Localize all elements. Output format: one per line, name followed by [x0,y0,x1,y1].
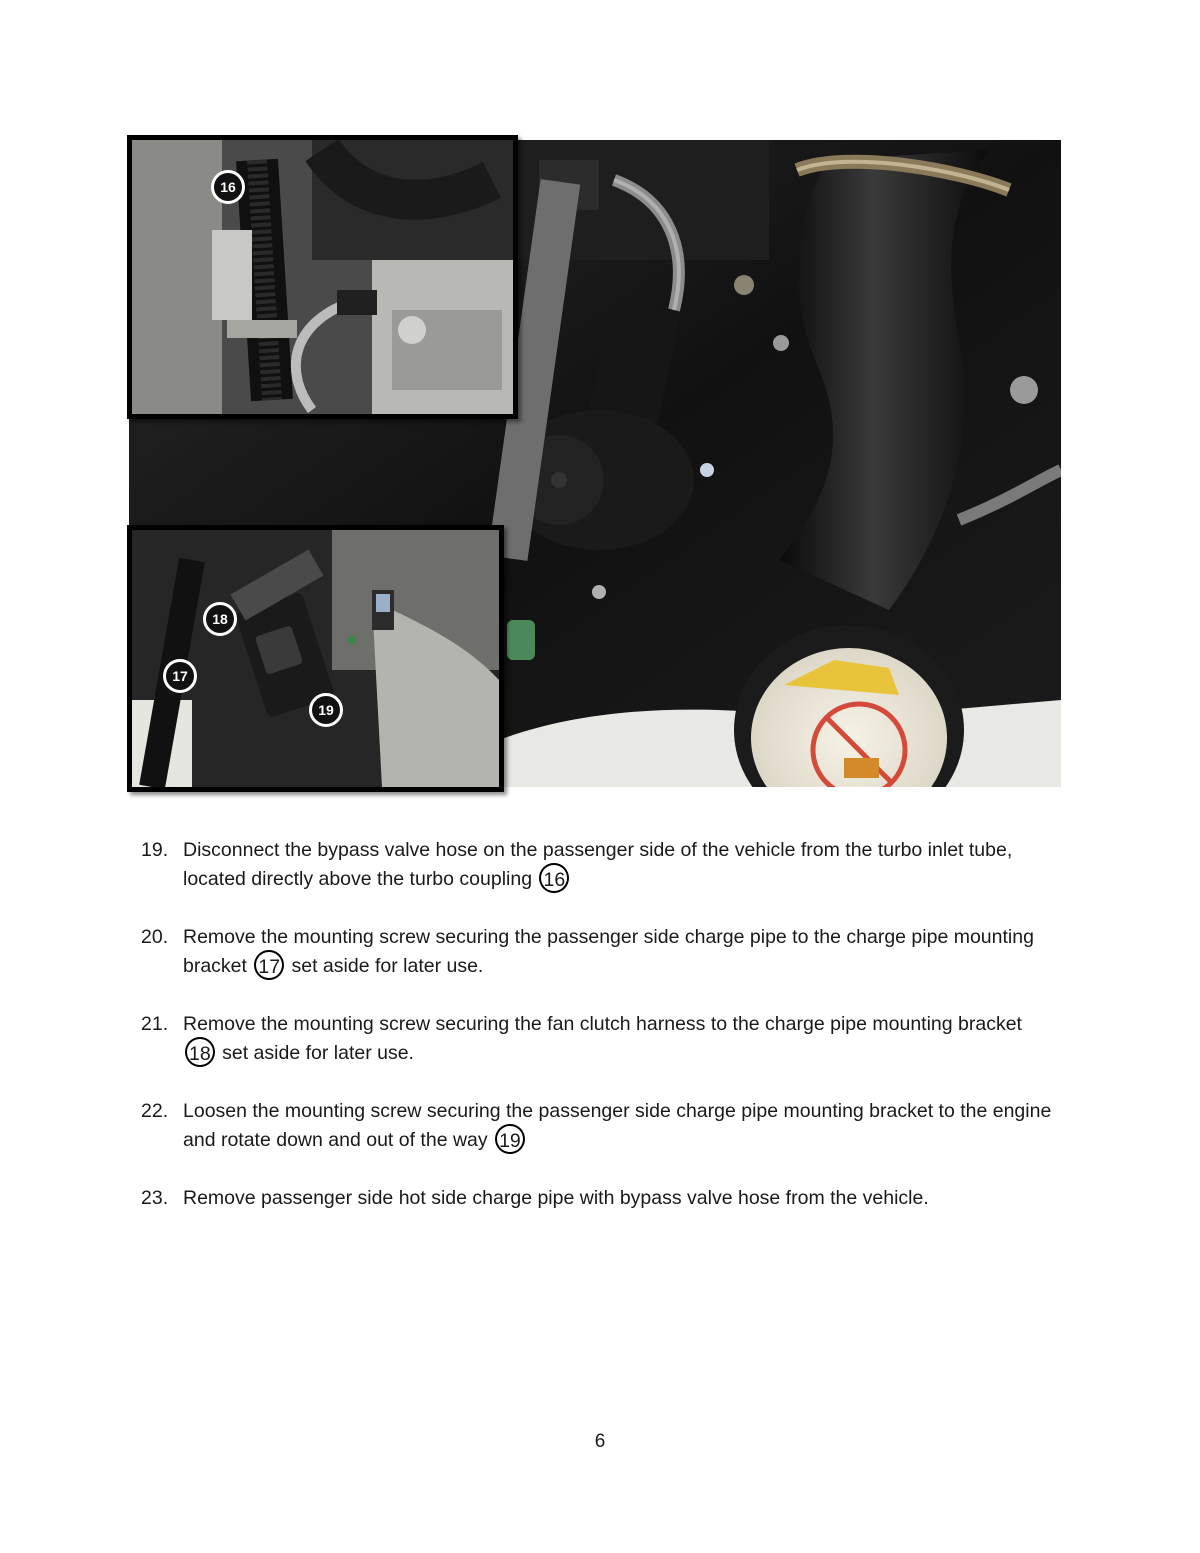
step-callout: 16 [539,863,569,893]
step-callout: 19 [495,1124,525,1154]
step-text: Remove the mounting screw securing the fan clutch harness to the charge pipe mounting bracket [183,1013,1022,1035]
step-text: Remove passenger side hot side charge pipe with bypass valve hose from the vehicle. [183,1187,929,1209]
instruction-steps [141,836,1061,1242]
callout-badge-18: 18 [203,602,237,636]
callout-badge-16: 16 [211,170,245,204]
step-text: Loosen the mounting screw securing the passenger side charge pipe mounting bracket to the engine and rotate down and out of the way [183,1100,1052,1151]
step-text-after: set aside for later use. [222,1042,414,1064]
step-number: 19. [141,839,169,861]
step-21 [141,1010,1061,1068]
engine-bay-figure [129,140,1061,787]
inset-photo-bottom [127,525,504,792]
step-number: 21. [141,1013,169,1035]
inset-photo-top [127,135,518,419]
page-number: 6 [594,1431,606,1452]
step-23 [141,1184,1061,1213]
step-callout: 18 [185,1037,215,1067]
step-number: 20. [141,926,169,948]
step-text: Disconnect the bypass valve hose on the passenger side of the vehicle from the turbo inlet tube, located directly above the turbo coupling [183,839,1013,890]
step-20 [141,923,1061,981]
step-number: 22. [141,1100,169,1122]
callout-badge-19: 19 [309,693,343,727]
step-text: Remove the mounting screw securing the passenger side charge pipe to the charge pipe mounting bracket [183,926,1034,977]
step-number: 23. [141,1187,169,1209]
step-19 [141,836,1061,894]
step-callout: 17 [254,950,284,980]
step-22 [141,1097,1061,1155]
step-text-after: set aside for later use. [291,955,484,977]
callout-badge-17: 17 [163,659,197,693]
